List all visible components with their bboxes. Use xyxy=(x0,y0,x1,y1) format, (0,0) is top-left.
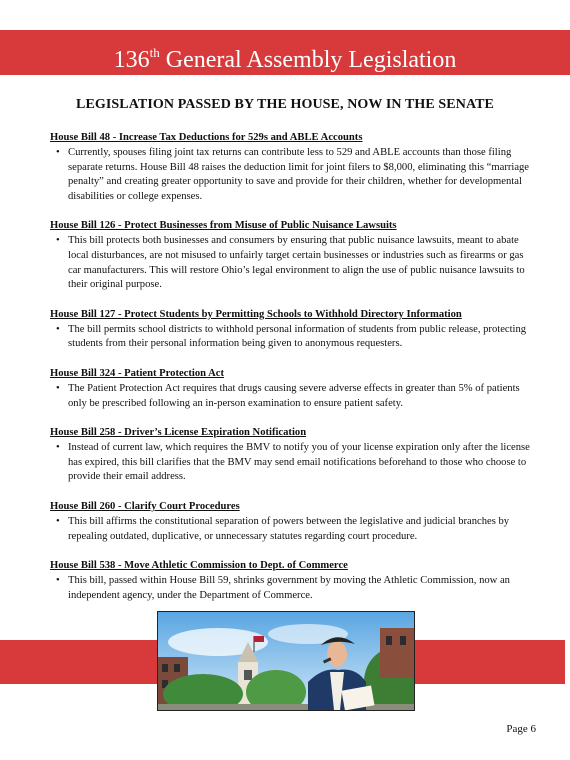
bill-text: Instead of current law, which requires the BMV to notify you of your license expiration only after the license has expired, this bill clarifies that the BMV may send email notifications beforehand to those who choose to provide their email address. xyxy=(68,442,530,483)
bill-text: This bill affirms the constitutional separation of powers between the legislative and judicial branches by repealing outdated, duplicative, or unnecessary statutes regarding court procedure. xyxy=(68,515,510,542)
bill-description xyxy=(50,515,530,544)
bullet-icon: • xyxy=(56,442,60,454)
bullet-icon: • xyxy=(56,382,60,394)
banner-suffix: th xyxy=(149,45,160,60)
bill-title: House Bill 538 - Move Athletic Commission to Dept. of Commerce xyxy=(50,560,348,572)
bill-item xyxy=(50,500,530,544)
bill-title: House Bill 258 - Driver’s License Expiration Notification xyxy=(50,427,307,439)
bill-title: House Bill 127 - Protect Students by Permitting Schools to Withhold Directory Information xyxy=(50,308,462,320)
bill-description xyxy=(50,382,530,411)
bill-title: House Bill 126 - Protect Businesses from Misuse of Public Nuisance Lawsuits xyxy=(50,220,397,232)
page-number: Page 6 xyxy=(506,723,536,735)
reenactor-photo xyxy=(157,611,415,711)
bullet-icon: • xyxy=(56,235,60,247)
page-banner xyxy=(0,30,570,75)
banner-number: 136 xyxy=(113,47,150,73)
bill-title: House Bill 48 - Increase Tax Deductions for 529s and ABLE Accounts xyxy=(50,132,363,143)
bill-text: The bill permits school districts to withhold personal information of students from public release, protecting students from their personal information being given to anonymous requesters. xyxy=(68,323,527,350)
bullet-icon: • xyxy=(56,515,60,527)
bill-text: This bill protects both businesses and consumers by ensuring that public nuisance lawsuits, meant to abate local disturbances, are not misused to unfairly target certain businesses or industries such as firearms or gas car manufacturers. This will restore Ohio’s legal environment to align the use of public nuisance lawsuits to their original purpose. xyxy=(68,235,525,291)
bill-description xyxy=(50,441,530,485)
bill-list xyxy=(50,131,530,618)
bill-title: House Bill 260 - Clarify Court Procedures xyxy=(50,500,240,512)
bill-item xyxy=(50,426,530,485)
bill-description xyxy=(50,234,530,292)
bill-text: This bill, passed within House Bill 59, shrinks government by moving the Athletic Commission, now an independent agency, under the Department of Commerce. xyxy=(68,575,510,601)
reenactor-photo-art xyxy=(158,612,414,710)
bill-item xyxy=(50,559,530,603)
bill-item xyxy=(50,219,530,292)
bill-item xyxy=(50,367,530,411)
bill-text: Currently, spouses filing joint tax returns can contribute less to 529 and ABLE accounts than those filing separate returns. House Bill 48 raises the deduction limit for joint filers to $8,000, eliminating this “marriage penalty” and creating greater opportunity to save and provide for their children, whether for developmental disabilities or college expenses. xyxy=(68,147,530,202)
bill-description xyxy=(50,323,530,352)
bill-description xyxy=(50,146,530,204)
bill-item xyxy=(50,131,530,204)
bill-description xyxy=(50,574,530,603)
bill-text: The Patient Protection Act requires that drugs causing severe adverse effects in greater than 5% of patients only be prescribed following an in-person examination to ensure patient safety. xyxy=(68,382,520,409)
bill-item xyxy=(50,308,530,352)
bullet-icon: • xyxy=(56,575,60,587)
bill-title: House Bill 324 - Patient Protection Act xyxy=(50,367,224,379)
banner-title: General Assembly Legislation xyxy=(159,47,457,73)
bullet-icon: • xyxy=(56,323,60,335)
section-heading: LEGISLATION PASSED BY THE HOUSE, NOW IN THE SENATE xyxy=(76,97,494,112)
bullet-icon: • xyxy=(56,147,60,158)
